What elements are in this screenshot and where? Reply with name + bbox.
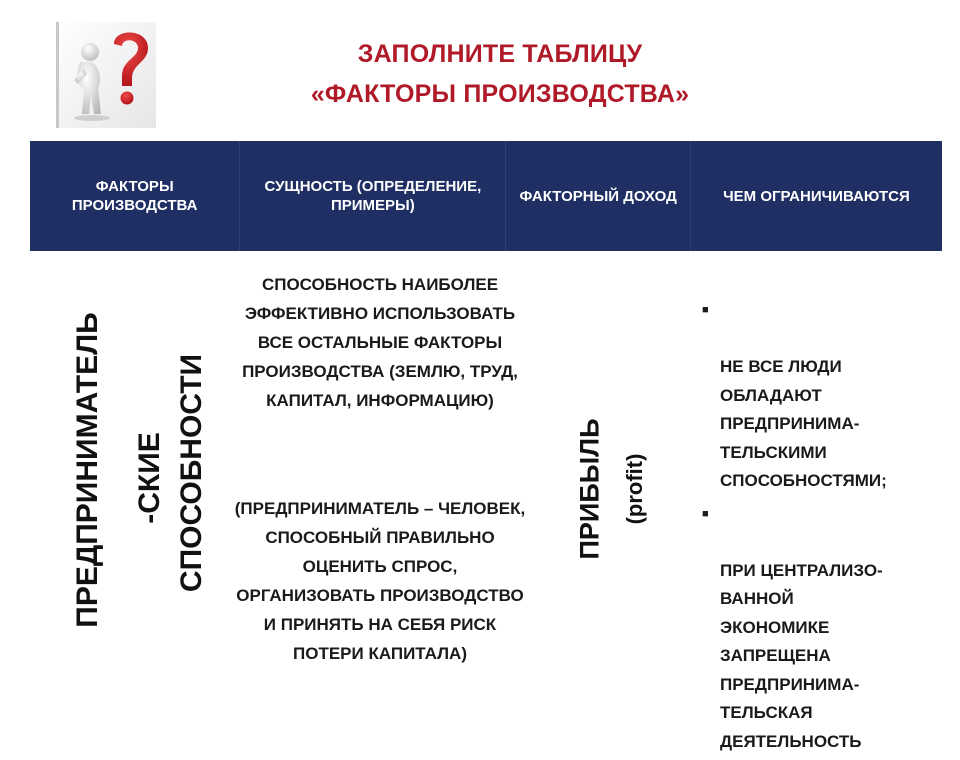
page-title <box>230 34 770 114</box>
title-line-2: «ФАКТОРЫ ПРОИЗВОДСТВА» <box>310 80 690 108</box>
list-item <box>702 500 942 757</box>
thinking-person-question-mark-icon <box>56 22 156 128</box>
limit-text: ПРИ ЦЕНТРАЛИЗО- ВАННОЙ ЭКОНОМИКЕ ЗАПРЕЩЕНА ПРЕДПРИНИМА- ТЕЛЬСКАЯ ДЕЯТЕЛЬНОСТЬ <box>720 560 883 751</box>
title-line-1: ЗАПОЛНИТЕ ТАБЛИЦУ <box>357 40 643 68</box>
factor-name-line-1: ПРЕДПРИНИМАТЕЛЬ <box>71 312 104 628</box>
header-income: ФАКТОРНЫЙ ДОХОД <box>519 187 677 205</box>
header-essence: СУЩНОСТЬ (ОПРЕДЕЛЕНИЕ, ПРИМЕРЫ) <box>264 178 482 214</box>
factor-name-line-3: СПОСОБНОСТИ <box>175 353 208 593</box>
limits-list <box>702 296 942 760</box>
income-name: ПРИБЫЛЬ <box>574 418 605 560</box>
header-factors: ФАКТОРЫ ПРОИЗВОДСТВА <box>71 178 198 214</box>
table-header <box>30 141 942 251</box>
header-limits: ЧЕМ ОГРАНИЧИВАЮТСЯ <box>723 187 910 205</box>
factor-name-line-2: -СКИЕ <box>133 432 166 524</box>
essence-definition: СПОСОБНОСТЬ НАИБОЛЕЕ ЭФФЕКТИВНО ИСПОЛЬЗОВАТЬ ВСЕ ОСТАЛЬНЫЕ ФАКТОРЫ ПРОИЗВОДСТВА (ЗЕМЛЮ, ТРУД, КАПИТАЛ, ИНФОРМАЦИЮ) <box>242 275 518 410</box>
square-bullet-icon: ■ <box>702 507 709 520</box>
limit-text: НЕ ВСЕ ЛЮДИ ОБЛАДАЮТ ПРЕДПРИНИМА- ТЕЛЬСКИМИ СПОСОБНОСТЯМИ; <box>720 357 887 490</box>
list-item <box>702 296 942 496</box>
square-bullet-icon: ■ <box>702 304 709 316</box>
essence-note: (ПРЕДПРИНИМАТЕЛЬ – ЧЕЛОВЕК, СПОСОБНЫЙ ПРАВИЛЬНО ОЦЕНИТЬ СПРОС, ОРГАНИЗОВАТЬ ПРОИЗВОДСТВО И ПРИНЯТЬ НА СЕБЯ РИСК ПОТЕРИ КАПИТАЛА) <box>234 499 526 663</box>
income-name-english: (profit) <box>622 453 647 525</box>
